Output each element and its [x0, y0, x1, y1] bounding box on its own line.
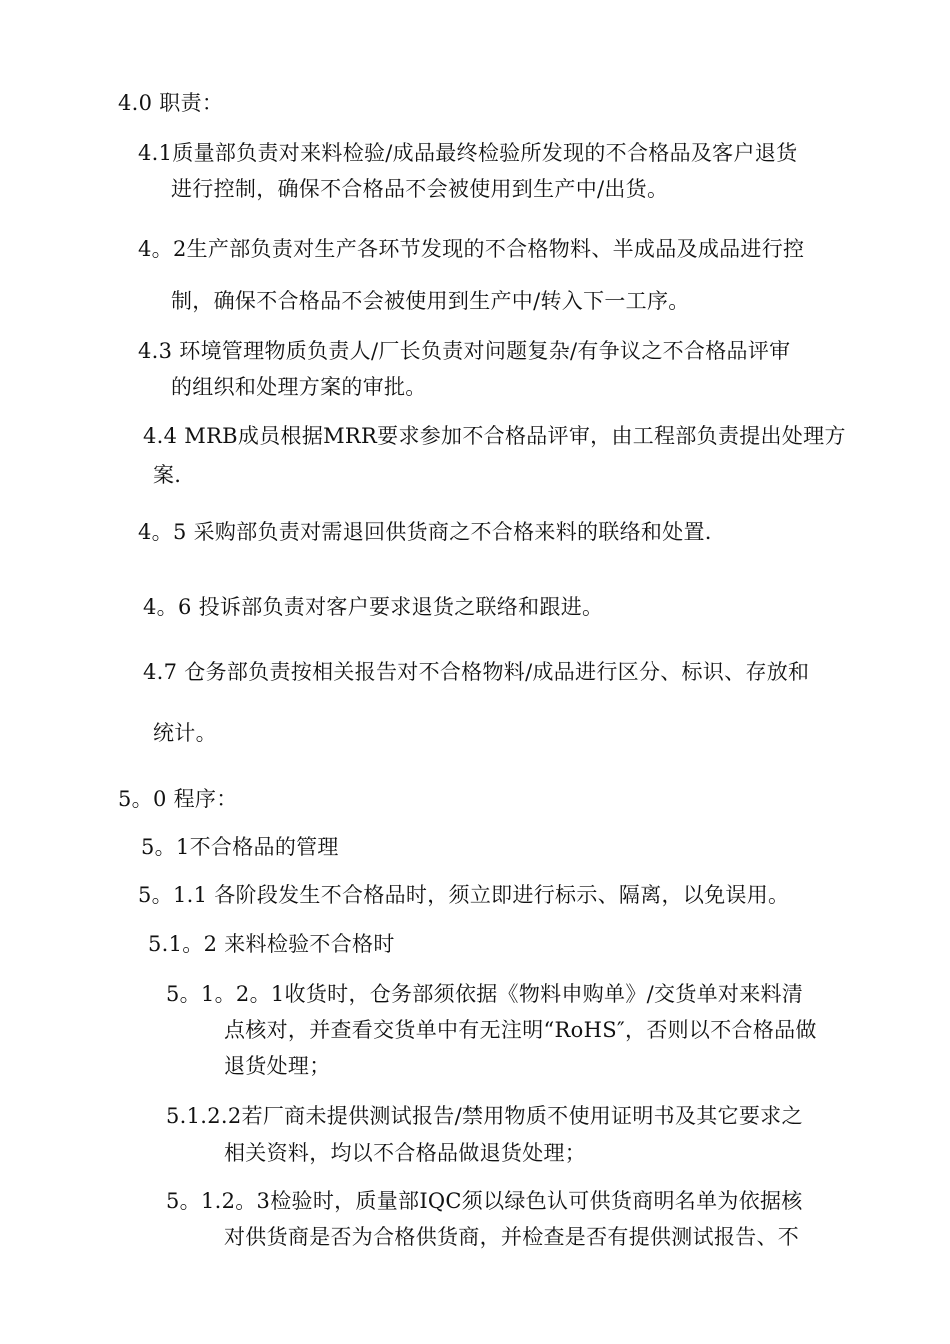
item-5-1-2-3-line-1: 5。1.2。3检验时，质量部IQC须以绿色认可供货商明名单为依据核 — [166, 1189, 803, 1213]
item-4-1-line-2: 进行控制，确保不合格品不会被使用到生产中/出货。 — [171, 177, 669, 201]
item-5-1-2-1-line-2: 点核对，并查看交货单中有无注明“RoHS″，否则以不合格品做 — [224, 1018, 817, 1042]
item-5-1: 5。1不合格品的管理 — [141, 835, 339, 859]
item-4-1-line-1: 4.1质量部负责对来料检验/成品最终检验所发现的不合格品及客户退货 — [138, 141, 798, 165]
item-4-7-line-2: 统计。 — [153, 721, 217, 745]
item-4-7-line-1: 4.7 仓务部负责按相关报告对不合格物料/成品进行区分、标识、存放和 — [143, 660, 810, 684]
item-5-1-2-2-line-1: 5.1.2.2若厂商未提供测试报告/禁用物质不使用证明书及其它要求之 — [166, 1104, 803, 1128]
item-4-3-line-2: 的组织和处理方案的审批。 — [171, 375, 427, 399]
item-4-3-line-1: 4.3 环境管理物质负责人/厂长负责对问题复杂/有争议之不合格品评审 — [138, 339, 791, 363]
item-4-2-line-1: 4。2生产部负责对生产各环节发现的不合格物料、半成品及成品进行控 — [138, 237, 805, 261]
item-4-5: 4。5 采购部负责对需退回供货商之不合格来料的联络和处置. — [138, 520, 712, 544]
item-5-1-2-3-line-2: 对供货商是否为合格供货商，并检查是否有提供测试报告、不 — [224, 1225, 800, 1249]
item-5-1-2-1-line-3: 退货处理； — [224, 1054, 331, 1078]
item-5-1-2: 5.1。2 来料检验不合格时 — [148, 932, 395, 956]
item-4-6: 4。6 投诉部负责对客户要求退货之联络和跟进。 — [143, 595, 604, 619]
item-4-4-line-1: 4.4 MRB成员根据MRR要求参加不合格品评审，由工程部负责提出处理方 — [143, 424, 846, 448]
item-4-4-line-2: 案. — [153, 463, 182, 487]
item-5-1-2-1-line-1: 5。1。2。1收货时，仓务部须依据《物料申购单》/交货单对来料清 — [166, 982, 804, 1006]
item-5-1-1: 5。1.1 各阶段发生不合格品时，须立即进行标示、隔离，以免误用。 — [138, 883, 790, 907]
section-heading-4-0: 4.0 职责： — [118, 91, 224, 115]
item-4-2-line-2: 制，确保不合格品不会被使用到生产中/转入下一工序。 — [171, 289, 690, 313]
item-5-1-2-2-line-2: 相关资料，均以不合格品做退货处理； — [224, 1141, 587, 1165]
section-heading-5-0: 5。0 程序： — [118, 787, 238, 811]
